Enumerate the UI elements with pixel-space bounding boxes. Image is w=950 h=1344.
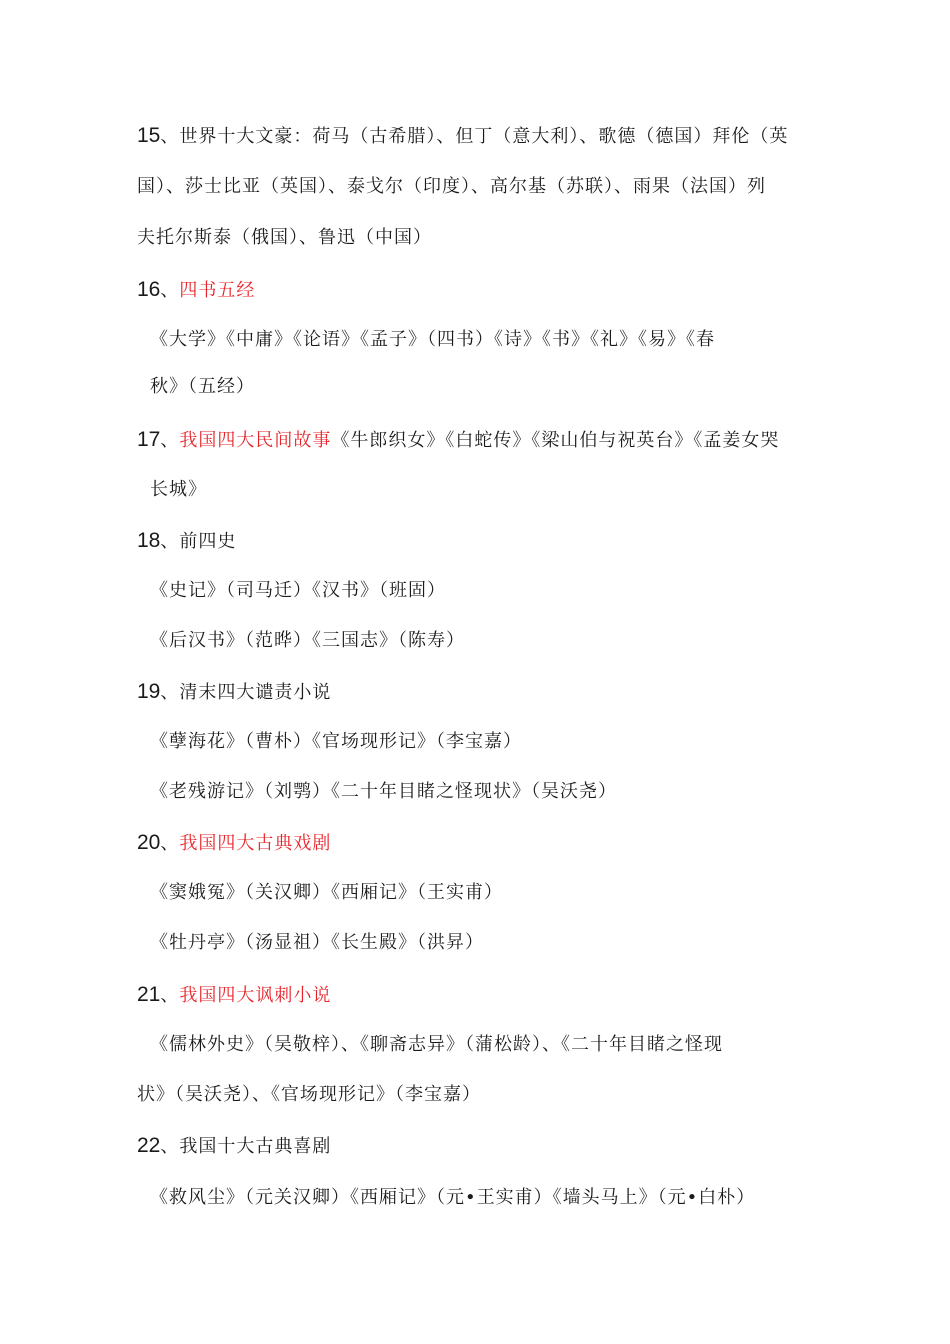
item-separator: 、 xyxy=(160,682,180,703)
item-title: 我国四大民间故事 xyxy=(179,430,332,451)
item-number: 22 xyxy=(137,1134,161,1157)
item-number: 15 xyxy=(137,124,161,147)
item-17-line-2: 长城》 xyxy=(150,479,207,500)
item-separator: 、 xyxy=(160,126,180,147)
item-title: 清末四大谴责小说 xyxy=(179,682,332,703)
item-19-line-2: 《老残游记》（刘鹗）《二十年目睹之怪现状》（吴沃尧） xyxy=(150,781,617,802)
item-15-line-2: 国）、莎士比亚（英国）、泰戈尔（印度）、高尔基（苏联）、雨果（法国）列 xyxy=(137,176,766,197)
item-17-heading xyxy=(137,427,779,454)
item-15-line-3: 夫托尔斯泰（俄国）、鲁迅（中国） xyxy=(137,227,432,248)
item-separator: 、 xyxy=(160,280,180,301)
item-22-line-1: 《救风尘》（元关汉卿）《西厢记》（元•王实甫）《墙头马上》（元•白朴） xyxy=(150,1187,756,1208)
item-number: 20 xyxy=(137,831,161,854)
item-text: 荷马（古希腊）、但丁（意大利）、歌德（德国）拜伦（英 xyxy=(312,126,789,147)
item-20-heading xyxy=(137,830,331,857)
item-21-line-2: 状》（吴沃尧）、《官场现形记》（李宝嘉） xyxy=(137,1084,481,1105)
item-separator: 、 xyxy=(160,531,180,552)
item-separator: 、 xyxy=(160,1136,180,1157)
item-18-heading xyxy=(137,528,236,555)
item-21-heading xyxy=(137,982,331,1009)
item-number: 17 xyxy=(137,428,161,451)
item-20-line-2: 《牡丹亭》（汤显祖）《长生殿》（洪昇） xyxy=(150,932,484,953)
item-title: 我国四大讽刺小说 xyxy=(179,985,332,1006)
item-separator: 、 xyxy=(160,985,180,1006)
item-title: 我国十大古典喜剧 xyxy=(179,1136,332,1157)
item-19-heading xyxy=(137,679,331,706)
item-separator: 、 xyxy=(160,833,180,854)
item-18-line-2: 《后汉书》（范晔）《三国志》（陈寿） xyxy=(150,630,465,651)
item-19-line-1: 《孽海花》（曹朴）《官场现形记》（李宝嘉） xyxy=(150,731,522,752)
item-title: 前四史 xyxy=(179,531,237,552)
item-18-line-1: 《史记》（司马迁）《汉书》（班固） xyxy=(150,580,446,601)
item-16-heading xyxy=(137,277,255,304)
item-separator: 、 xyxy=(160,430,180,451)
item-number: 21 xyxy=(137,983,161,1006)
item-16-line-2: 秋》（五经） xyxy=(150,376,255,397)
item-number: 16 xyxy=(137,278,161,301)
item-22-heading xyxy=(137,1133,331,1160)
item-16-line-1: 《大学》《中庸》《论语》《孟子》（四书）《诗》《书》《礼》《易》《春 xyxy=(150,329,715,350)
item-number: 18 xyxy=(137,529,161,552)
item-title: 我国四大古典戏剧 xyxy=(179,833,332,854)
item-15-heading xyxy=(137,123,788,150)
item-number: 19 xyxy=(137,680,161,703)
item-title: 四书五经 xyxy=(179,280,256,301)
item-21-line-1: 《儒林外史》（吴敬梓）、《聊斋志异》（蒲松龄）、《二十年目睹之怪现 xyxy=(150,1034,723,1055)
item-title: 世界十大文豪： xyxy=(179,126,313,147)
item-text: 《牛郎织女》《白蛇传》《梁山伯与祝英台》《孟姜女哭 xyxy=(331,430,780,451)
item-20-line-1: 《窦娥冤》（关汉卿）《西厢记》（王实甫） xyxy=(150,882,503,903)
